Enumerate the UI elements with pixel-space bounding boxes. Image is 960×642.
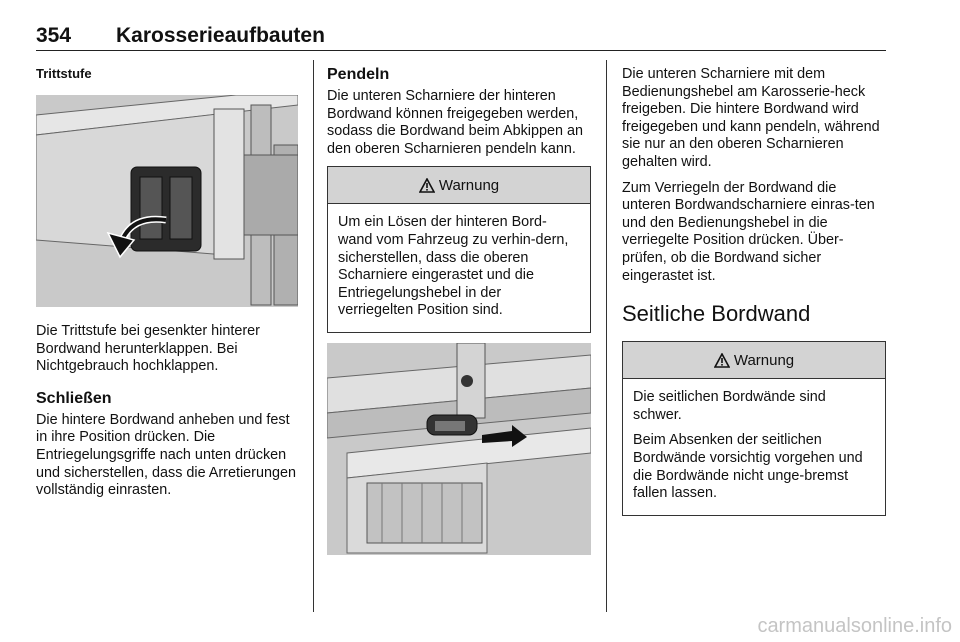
subheading-pendeln: Pendeln xyxy=(327,66,390,83)
warning-body xyxy=(623,379,885,515)
body-text: Zum Verriegeln der Bordwand die unteren Bordwandscharniere einras-ten und den Bedienungshebel in die verriegelte Position drücken. Über-prüfen, ob die Bordwand sicher eingerastet ist. xyxy=(622,179,875,284)
subheading-schliessen: Schließen xyxy=(36,389,112,407)
warning-box xyxy=(622,341,886,516)
warning-box xyxy=(327,166,591,333)
body-text: Die hintere Bordwand anheben und fest in ihre Position drücken. Die Entriegelungsgriffe nach unten drücken und sicherstellen, dass die Arretierungen vollständig einrasten. xyxy=(36,411,296,499)
warning-triangle-icon xyxy=(419,178,435,193)
section-heading-seitliche-bordwand: Seitliche Bordwand xyxy=(622,301,811,327)
warning-text: Um ein Lösen der hinteren Bord-wand vom Fahrzeug zu verhin-dern, sicherstellen, dass die oberen Scharniere eingerastet und die Entriegelungshebel in der verriegelten Position sind. xyxy=(338,214,569,319)
warning-title: Warnung xyxy=(733,351,795,369)
figure-step-illustration xyxy=(36,95,298,307)
section-heading-trittstufe: Trittstufe xyxy=(36,66,92,81)
warning-title: Warnung xyxy=(438,176,500,194)
body-text: Die unteren Scharniere mit dem Bedienungshebel am Karosserie-heck freigeben. Die hintere Bordwand wird freigegeben und kann pendeln, während sie nur an den oberen Scharnieren gehalten wird. xyxy=(622,66,880,170)
warning-header xyxy=(623,342,885,379)
warning-body xyxy=(328,204,590,332)
column-middle xyxy=(327,60,591,555)
body-text: Die unteren Scharniere der hinteren Bordwand können freigegeben werden, sodass die Bordwand beim Abkippen an den oberen Scharnieren pendeln kann. xyxy=(327,88,584,157)
column-right xyxy=(622,60,886,526)
column-left xyxy=(36,60,298,508)
hinge-illustration xyxy=(327,343,591,555)
warning-triangle-icon xyxy=(714,353,730,368)
watermark: carmanualsonline.info xyxy=(757,615,952,637)
warning-header xyxy=(328,167,590,204)
step-illustration xyxy=(36,95,298,307)
column-divider xyxy=(313,60,314,612)
caption-text: Die Trittstufe bei gesenkter hinterer Bordwand herunterklappen. Bei Nichtgebrauch hochklappen. xyxy=(36,323,260,375)
figure-hinge-illustration xyxy=(327,343,591,555)
page-number: 354 xyxy=(36,24,72,47)
chapter-title: Karosserieaufbauten xyxy=(116,24,325,47)
page-header xyxy=(36,22,886,51)
warning-text: Die seitlichen Bordwände sind schwer. xyxy=(633,389,826,423)
warning-text: Beim Absenken der seitlichen Bordwände vorsichtig vorgehen und die Bordwände nicht unge-bremst fallen lassen. xyxy=(633,432,863,502)
column-divider xyxy=(606,60,607,612)
